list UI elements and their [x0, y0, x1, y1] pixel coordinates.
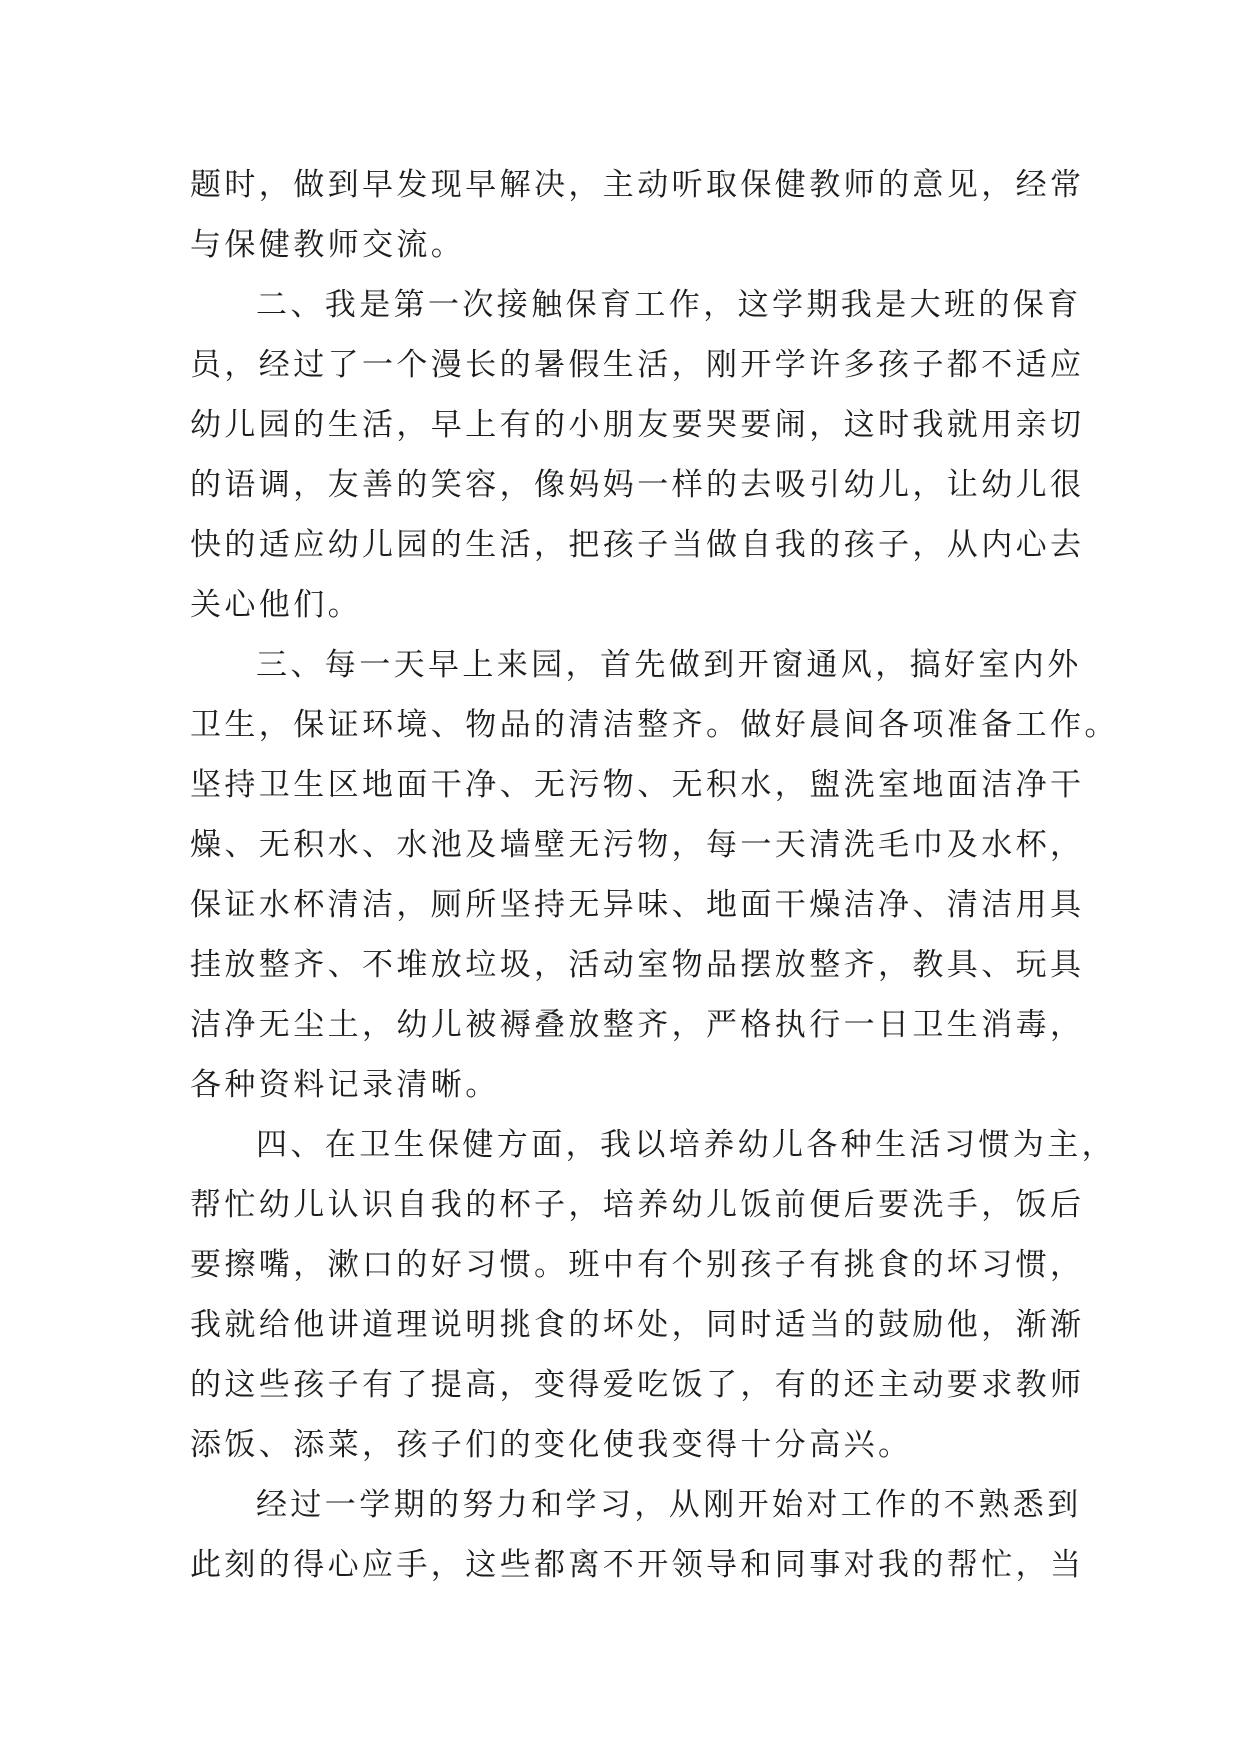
text-line: 坚持卫生区地面干净、无污物、无积水，盥洗室地面洁净干 — [190, 767, 1085, 803]
text-line: 此刻的得心应手，这些都离不开领导和同事对我的帮忙，当 — [190, 1547, 1085, 1583]
text-line: 与保健教师交流。 — [190, 227, 466, 263]
text-line: 各种资料记录清晰。 — [190, 1067, 500, 1103]
paragraph-2-first-line: 二、我是第一次接触保育工作，这学期我是大班的保育 — [256, 287, 1082, 323]
text-line: 题时，做到早发现早解决，主动听取保健教师的意见，经常 — [190, 167, 1085, 203]
paragraph-3-first-line: 三、每一天早上来园，首先做到开窗通风，搞好室内外 — [256, 647, 1082, 683]
text-line: 快的适应幼儿园的生活，把孩子当做自我的孩子，从内心去 — [190, 527, 1085, 563]
text-line: 燥、无积水、水池及墙壁无污物，每一天清洗毛巾及水杯， — [190, 827, 1085, 863]
paragraph-4-first-line: 四、在卫生保健方面，我以培养幼儿各种生活习惯为主， — [256, 1127, 1116, 1163]
text-line: 挂放整齐、不堆放垃圾，活动室物品摆放整齐，教具、玩具 — [190, 947, 1085, 983]
text-line: 要擦嘴，漱口的好习惯。班中有个别孩子有挑食的坏习惯， — [190, 1247, 1085, 1283]
paragraph-5-first-line: 经过一学期的努力和学习，从刚开始对工作的不熟悉到 — [256, 1487, 1082, 1523]
text-line: 的这些孩子有了提高，变得爱吃饭了，有的还主动要求教师 — [190, 1367, 1085, 1403]
text-line: 员，经过了一个漫长的暑假生活，刚开学许多孩子都不适应 — [190, 347, 1085, 383]
text-line: 卫生，保证环境、物品的清洁整齐。做好晨间各项准备工作。 — [190, 707, 1119, 743]
text-line: 添饭、添菜，孩子们的变化使我变得十分高兴。 — [190, 1427, 913, 1463]
text-line: 帮忙幼儿认识自我的杯子，培养幼儿饭前便后要洗手，饭后 — [190, 1187, 1085, 1223]
text-line: 关心他们。 — [190, 587, 362, 623]
text-line: 的语调，友善的笑容，像妈妈一样的去吸引幼儿，让幼儿很 — [190, 467, 1085, 503]
text-line: 幼儿园的生活，早上有的小朋友要哭要闹，这时我就用亲切 — [190, 407, 1085, 443]
text-line: 洁净无尘土，幼儿被褥叠放整齐，严格执行一日卫生消毒， — [190, 1007, 1085, 1043]
body-text — [190, 155, 1119, 1595]
text-line: 保证水杯清洁，厕所坚持无异味、地面干燥洁净、清洁用具 — [190, 887, 1085, 923]
text-line: 我就给他讲道理说明挑食的坏处，同时适当的鼓励他，渐渐 — [190, 1307, 1085, 1343]
